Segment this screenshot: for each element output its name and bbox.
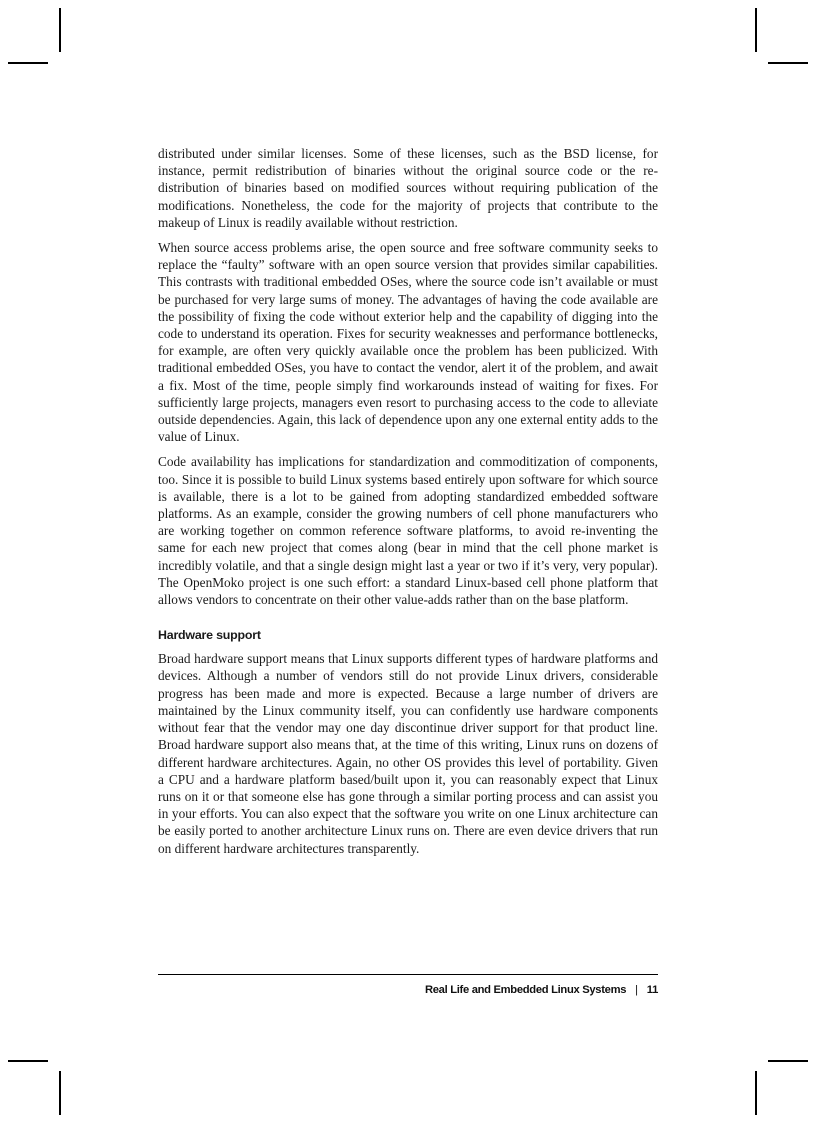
crop-mark-top-right-horizontal: [768, 62, 808, 64]
section-paragraph-hardware-support: Broad hardware support means that Linux supports different types of hardware platforms and devices. Although a number of vendors still do not provide Linux drivers, considerable progress has been made and more is expected. Because a large number of drivers are maintained by the Linux community itself, you can confidently use hardware components without fear that the vendor may one day discontinue driver support for that product line. Broad hardware support also means that, at the time of this writing, Linux runs on dozens of different hardware architectures. Again, no other OS provides this level of portability. Given a CPU and a hardware platform based/built upon it, you can reasonably expect that Linux runs on it or that someone else has gone through a similar porting process and can assist you in your efforts. You can also expect that the software you write on one Linux architecture can be easily ported to another architecture Linux runs on. There are even device drivers that run on different hardware architectures transparently.: [158, 651, 658, 856]
footer-chapter-title: Real Life and Embedded Linux Systems: [424, 984, 627, 996]
crop-mark-bottom-right-horizontal: [768, 1060, 808, 1062]
body-paragraph-1: distributed under similar licenses. Some of these licenses, such as the BSD license, for instance, permit redistribution of binaries without the original source code or the redistribution of binaries based on modified sources without requiring publication of the modifications. Nonetheless, the code for the majority of projects that contribute to the makeup of Linux is readily available without restriction.: [158, 146, 658, 230]
footer-page-number: 11: [646, 984, 658, 996]
body-paragraph-3: Code availability has implications for standardization and commoditization of components, too. Since it is possible to build Linux systems based entirely upon software for which source is available, there is a lot to be gained from adopting standardized embedded software platforms. As an example, consider the growing numbers of cell phone manufacturers who are working together on common reference software platforms, to avoid re-inventing the same for each new project that comes along (bear in mind that the cell phone market is incredibly volatile, and that a single design might last a year or two if it’s very, very popular). The OpenMoko project is one such effort: a standard Linux-based cell phone platform that allows vendors to concentrate on their other value-adds rather than on the base platform.: [158, 454, 658, 608]
running-footer: [425, 984, 658, 996]
crop-mark-top-left-vertical: [59, 8, 61, 52]
crop-mark-top-right-vertical: [755, 8, 757, 52]
page-body: [158, 145, 658, 865]
body-paragraph-2: When source access problems arise, the open source and free software community seeks to replace the “faulty” software with an open source version that provides similar capabilities. This contrasts with traditional embedded OSes, where the source code isn’t available or must be purchased for very large sums of money. The advantages of having the code available are the possibility of fixing the code without exterior help and the capability of digging into the code to understand its operation. Fixes for security weaknesses and performance bottlenecks, for example, are often very quickly available once the problem has been publicized. With traditional embedded OSes, you have to contact the vendor, alert it of the problem, and await a fix. Most of the time, people simply find workarounds instead of waiting for fixes. For sufficiently large projects, managers even resort to purchasing access to the code to alleviate outside dependencies. Again, this lack of dependence upon any one external entity adds to the value of Linux.: [158, 240, 658, 445]
crop-mark-bottom-left-vertical: [59, 1071, 61, 1115]
footer-rule: [158, 974, 658, 975]
crop-mark-bottom-right-vertical: [755, 1071, 757, 1115]
crop-mark-bottom-left-horizontal: [8, 1060, 48, 1062]
footer-separator: |: [635, 984, 638, 996]
section-heading-hardware-support: Hardware support: [158, 628, 261, 643]
crop-mark-top-left-horizontal: [8, 62, 48, 64]
